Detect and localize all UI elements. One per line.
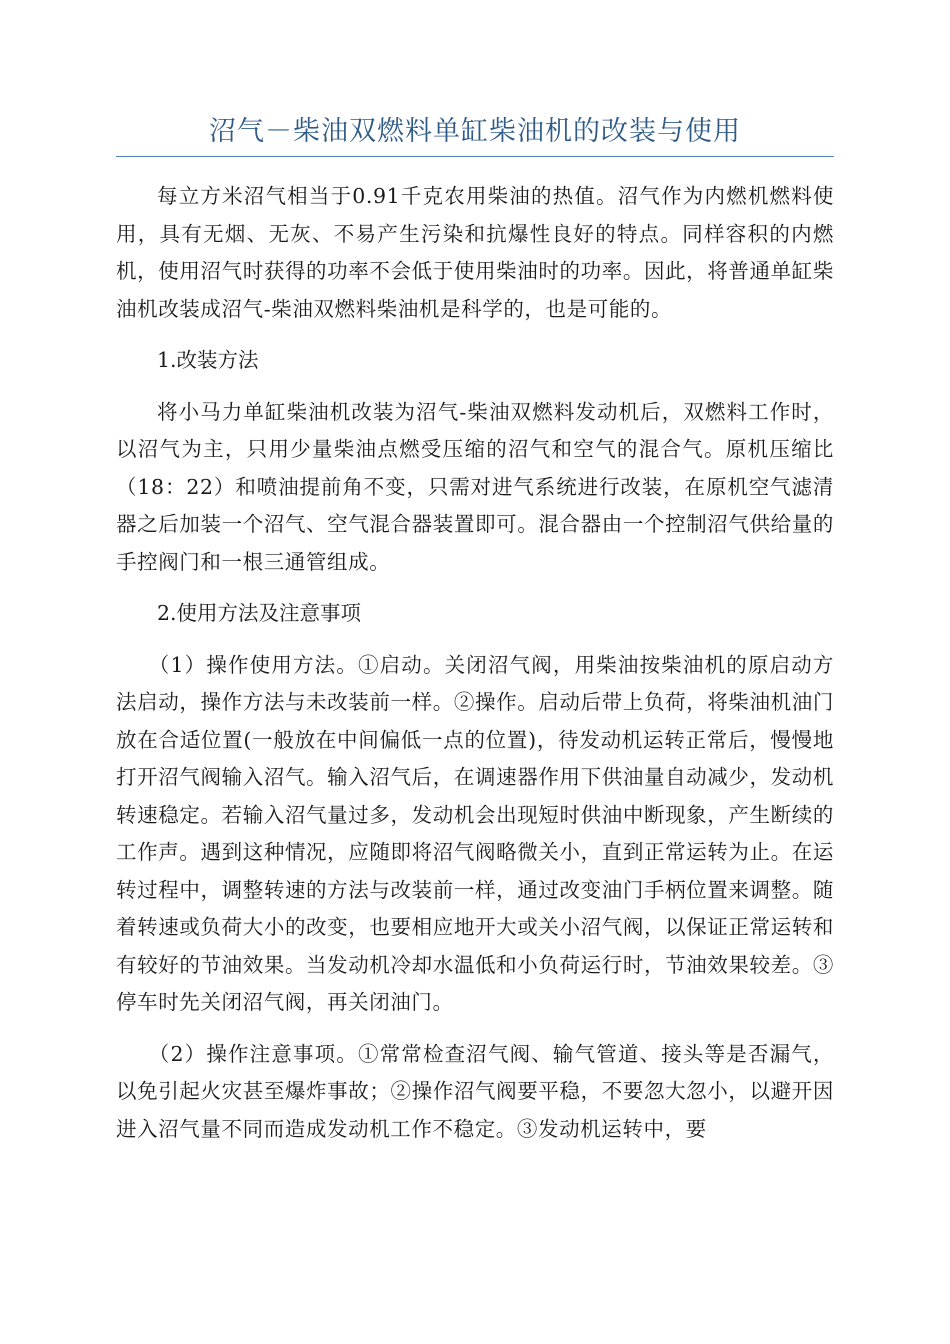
paragraph-operation-precautions: （2）操作注意事项。①常常检查沼气阀、输气管道、接头等是否漏气，以免引起火灾甚至爆炸事故；②操作沼气阀要平稳，不要忽大忽小，以避开因进入沼气量不同而造成发动机工作不稳定。③发动机运转中，要 [116, 1041, 834, 1141]
section-heading-modification-method: 1.改装方法 [157, 348, 259, 372]
document-title: 沼气－柴油双燃料单缸柴油机的改装与使用 [116, 112, 834, 157]
paragraph-operation-method: （1）操作使用方法。①启动。关闭沼气阀，用柴油按柴油机的原启动方法启动，操作方法与未改装前一样。②操作。启动后带上负荷，将柴油机油门放在合适位置(一般放在中间偏低一点的位置)，待发动机运转正常后，慢慢地打开沼气阀输入沼气。输入沼气后，在调速器作用下供油量自动减少，发动机转速稳定。若输入沼气量过多，发动机会出现短时供油中断现象，产生断续的工作声。遇到这种情况，应随即将沼气阀略微关小，直到正常运转为止。在运转过程中，调整转速的方法与改装前一样，通过改变油门手柄位置来调整。随着转速或负荷大小的改变，也要相应地开大或关小沼气阀，以保证正常运转和有较好的节油效果。当发动机冷却水温低和小负荷运行时，节油效果较差。③停车时先关闭沼气阀，再关闭油门。 [116, 652, 834, 1014]
paragraph-modification-method: 将小马力单缸柴油机改装为沼气-柴油双燃料发动机后，双燃料工作时，以沼气为主，只用少量柴油点燃受压缩的沼气和空气的混合气。原机压缩比（18：22）和喷油提前角不变，只需对进气系统进行改装，在原机空气滤清器之后加装一个沼气、空气混合器装置即可。混合器由一个控制沼气供给量的手控阀门和一根三通管组成。 [116, 399, 834, 574]
document-body [116, 178, 834, 1162]
paragraph-intro: 每立方米沼气相当于0.91千克农用柴油的热值。沼气作为内燃机燃料使用，具有无烟、无灰、不易产生污染和抗爆性良好的特点。同样容积的内燃机，使用沼气时获得的功率不会低于使用柴油时的功率。因此，将普通单缸柴油机改装成沼气-柴油双燃料柴油机是科学的，也是可能的。 [116, 184, 834, 321]
section-heading-usage-notes: 2.使用方法及注意事项 [157, 601, 362, 625]
